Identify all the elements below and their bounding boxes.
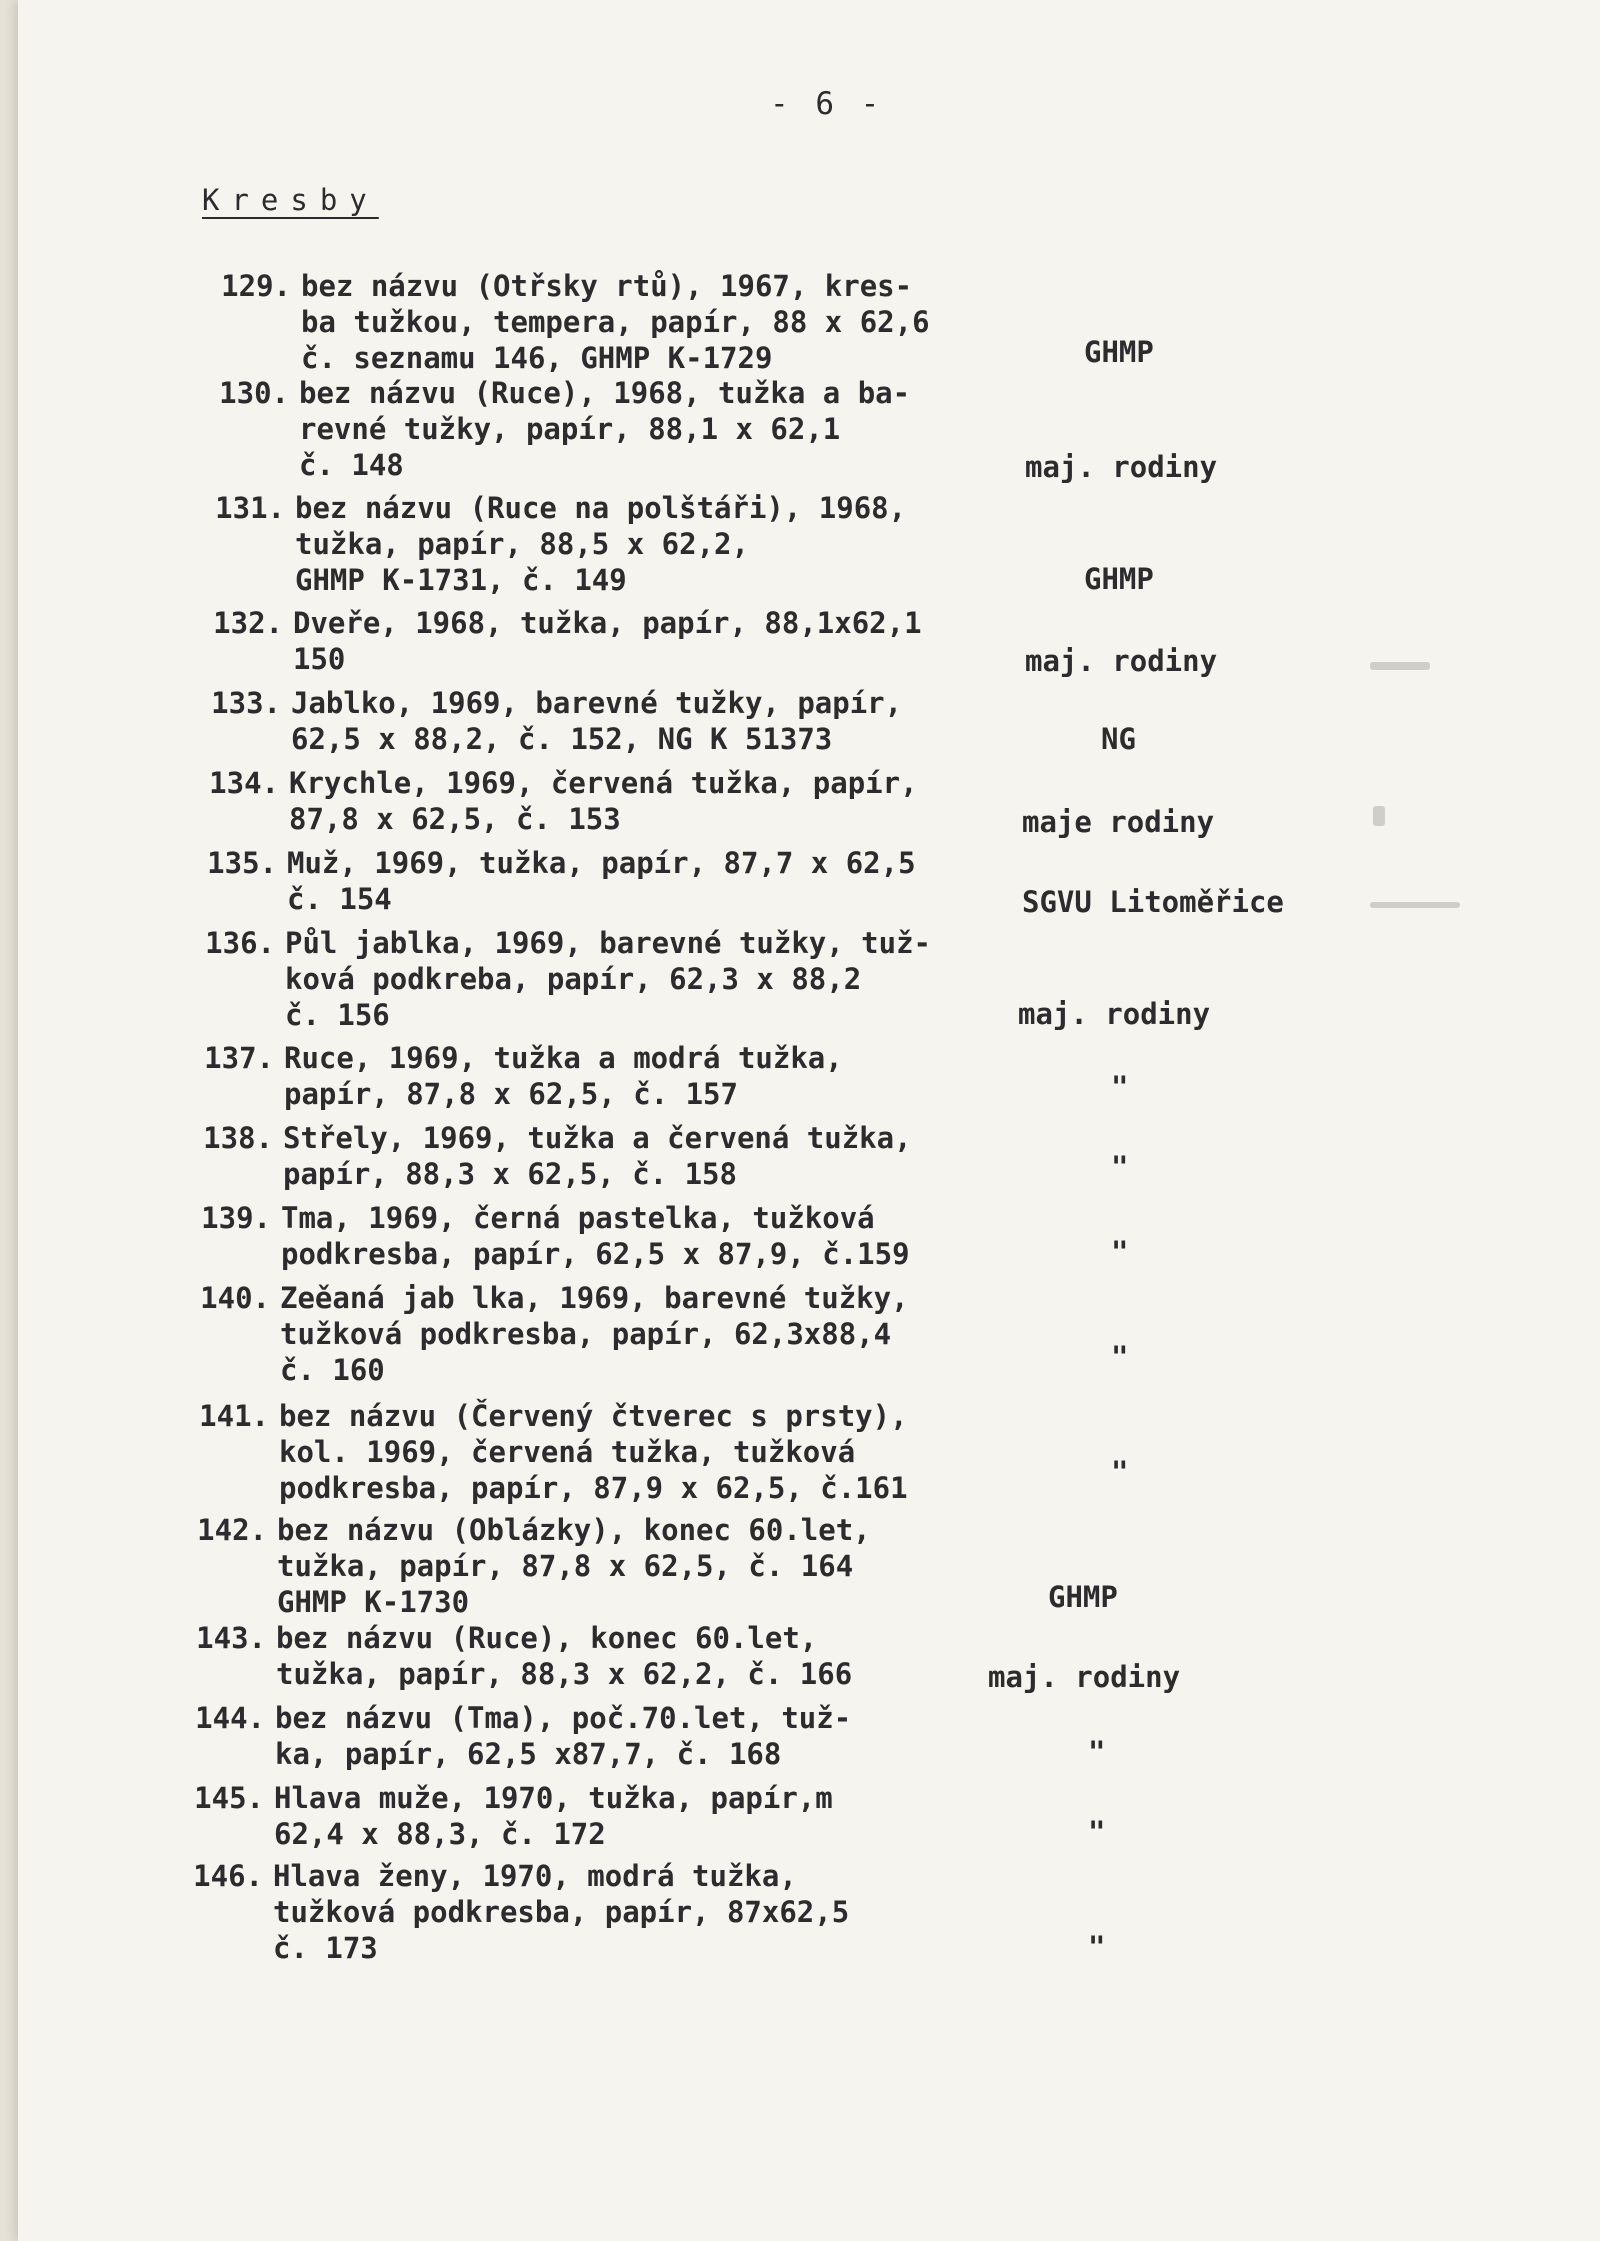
entry-text-line: ba tužkou, tempera, papír, 88 x 62,6 [301,305,930,339]
catalog-entry [215,490,907,598]
catalog-entry [219,375,911,483]
entry-owner: maj. rodiny [1025,450,1218,484]
entry-text-line: bez názvu (Ruce), 1968, tužka a ba- [299,376,911,410]
entry-owner: " [1111,1150,1129,1184]
entry-number: 144. [195,1701,265,1735]
entry-text-line: 62,4 x 88,3, č. 172 [274,1817,606,1851]
entry-text-line: Střely, 1969, tužka a červená tužka, [283,1121,912,1155]
entry-text-line: ka, papír, 62,5 x87,7, č. 168 [275,1737,782,1771]
entry-text-line: Hlava muže, 1970, tužka, papír,m [274,1781,833,1815]
entry-text-line: Ruce, 1969, tužka a modrá tužka, [284,1041,843,1075]
entry-text-line: Krychle, 1969, červená tužka, papír, [289,766,918,800]
entry-owner: " [1088,1815,1106,1849]
entry-owner: maje rodiny [1022,805,1215,839]
entry-owner: SGVU Litoměřice [1022,885,1284,919]
catalog-entry [200,1280,909,1388]
entry-text-line: bez názvu (Ruce), konec 60.let, [276,1621,818,1655]
entry-number: 135. [207,846,277,880]
entry-text-line: č. 156 [285,998,390,1032]
entry-number: 145. [194,1781,264,1815]
entry-owner: GHMP [1084,335,1154,369]
entry-number: 134. [209,766,279,800]
bleed-mark [1370,902,1460,908]
entry-text-line: Jablko, 1969, barevné tužky, papír, [291,686,903,720]
entry-text-line: bez názvu (Červený čtverec s prsty), [279,1399,908,1433]
catalog-entry [203,1120,912,1192]
entry-text-line: kol. 1969, červená tužka, tužková [279,1435,856,1469]
entry-text-line: č. 154 [287,882,392,916]
entry-owner: " [1111,1235,1129,1269]
entry-owner: GHMP [1084,562,1154,596]
entry-text-line: č. 160 [280,1353,385,1387]
entry-owner: maj. rodiny [1025,644,1218,678]
section-title: Kresby [202,183,379,217]
entry-text-line: Muž, 1969, tužka, papír, 87,7 x 62,5 [287,846,916,880]
entry-text-line: GHMP K-1731, č. 149 [295,563,627,597]
entry-text-line: Tma, 1969, černá pastelka, tužková [281,1201,875,1235]
catalog-entry [209,765,918,837]
entry-number: 131. [215,491,285,525]
entry-text-line: 150 [293,642,346,676]
entry-owner: " [1088,1735,1106,1769]
entry-text-line: papír, 88,3 x 62,5, č. 158 [283,1157,737,1191]
entry-text-line: Dveře, 1968, tužka, papír, 88,1x62,1 [293,606,922,640]
entry-text-line: Půl jablka, 1969, barevné tužky, tuž- [285,926,932,960]
entry-owner: " [1111,1070,1129,1104]
entry-text-line: revné tužky, papír, 88,1 x 62,1 [299,412,841,446]
catalog-entry [221,268,930,376]
entry-owner: GHMP [1048,1580,1118,1614]
entry-text-line: ková podkreba, papír, 62,3 x 88,2 [285,962,862,996]
entry-number: 143. [196,1621,266,1655]
entry-owner: NG [1101,722,1136,756]
catalog-entry [194,1780,833,1852]
entry-text-line: podkresba, papír, 62,5 x 87,9, č.159 [281,1237,910,1271]
entry-number: 140. [200,1281,270,1315]
entry-text-line: papír, 87,8 x 62,5, č. 157 [284,1077,738,1111]
catalog-entry [213,605,922,677]
entry-text-line: 62,5 x 88,2, č. 152, NG K 51373 [291,722,833,756]
catalog-entry [193,1858,850,1966]
entry-number: 138. [203,1121,273,1155]
entry-text-line: bez názvu (Ruce na polštáři), 1968, [295,491,907,525]
document-page [18,0,1600,2241]
entry-text-line: podkresba, papír, 87,9 x 62,5, č.161 [279,1471,908,1505]
entry-number: 142. [197,1513,267,1547]
bleed-mark [1370,662,1430,670]
catalog-entry [201,1200,910,1272]
entry-text-line: tužka, papír, 88,3 x 62,2, č. 166 [276,1657,853,1691]
entry-number: 141. [199,1399,269,1433]
catalog-entry [195,1700,852,1772]
catalog-entry [196,1620,853,1692]
entry-number: 136. [205,926,275,960]
entry-number: 132. [213,606,283,640]
entry-owner: " [1088,1930,1106,1964]
entry-text-line: GHMP K-1730 [277,1585,470,1619]
catalog-entry [199,1398,908,1506]
entry-text-line: bez názvu (Oblázky), konec 60.let, [277,1513,871,1547]
entry-owner: " [1111,1340,1129,1374]
entry-text-line: bez názvu (Otřsky rtů), 1967, kres- [301,269,913,303]
catalog-entry [197,1512,871,1620]
entry-number: 129. [221,269,291,303]
entry-owner: maj. rodiny [1018,997,1211,1031]
catalog-entry [205,925,932,1033]
bleed-mark [1373,806,1385,826]
entry-text-line: tužka, papír, 87,8 x 62,5, č. 164 [277,1549,854,1583]
catalog-entry [211,685,903,757]
entry-text-line: č. 148 [299,448,404,482]
entry-text-line: tužková podkresba, papír, 62,3x88,4 [280,1317,892,1351]
catalog-entry [204,1040,843,1112]
entry-number: 137. [204,1041,274,1075]
entry-text-line: Hlava ženy, 1970, modrá tužka, [273,1859,797,1893]
entry-owner: maj. rodiny [988,1660,1181,1694]
entry-number: 133. [211,686,281,720]
entry-text-line: tužka, papír, 88,5 x 62,2, [295,527,749,561]
entry-text-line: č. seznamu 146, GHMP K-1729 [301,341,773,375]
entry-text-line: Zeěaná jab lka, 1969, barevné tužky, [280,1281,909,1315]
entry-text-line: tužková podkresba, papír, 87x62,5 [273,1895,850,1929]
entry-owner: " [1111,1455,1129,1489]
entry-text-line: č. 173 [273,1931,378,1965]
entry-text-line: 87,8 x 62,5, č. 153 [289,802,621,836]
entry-text-line: bez názvu (Tma), poč.70.let, tuž- [275,1701,852,1735]
catalog-entry [207,845,916,917]
entry-number: 130. [219,376,289,410]
page-number: - 6 - [770,86,884,122]
entry-number: 146. [193,1859,263,1893]
entry-number: 139. [201,1201,271,1235]
